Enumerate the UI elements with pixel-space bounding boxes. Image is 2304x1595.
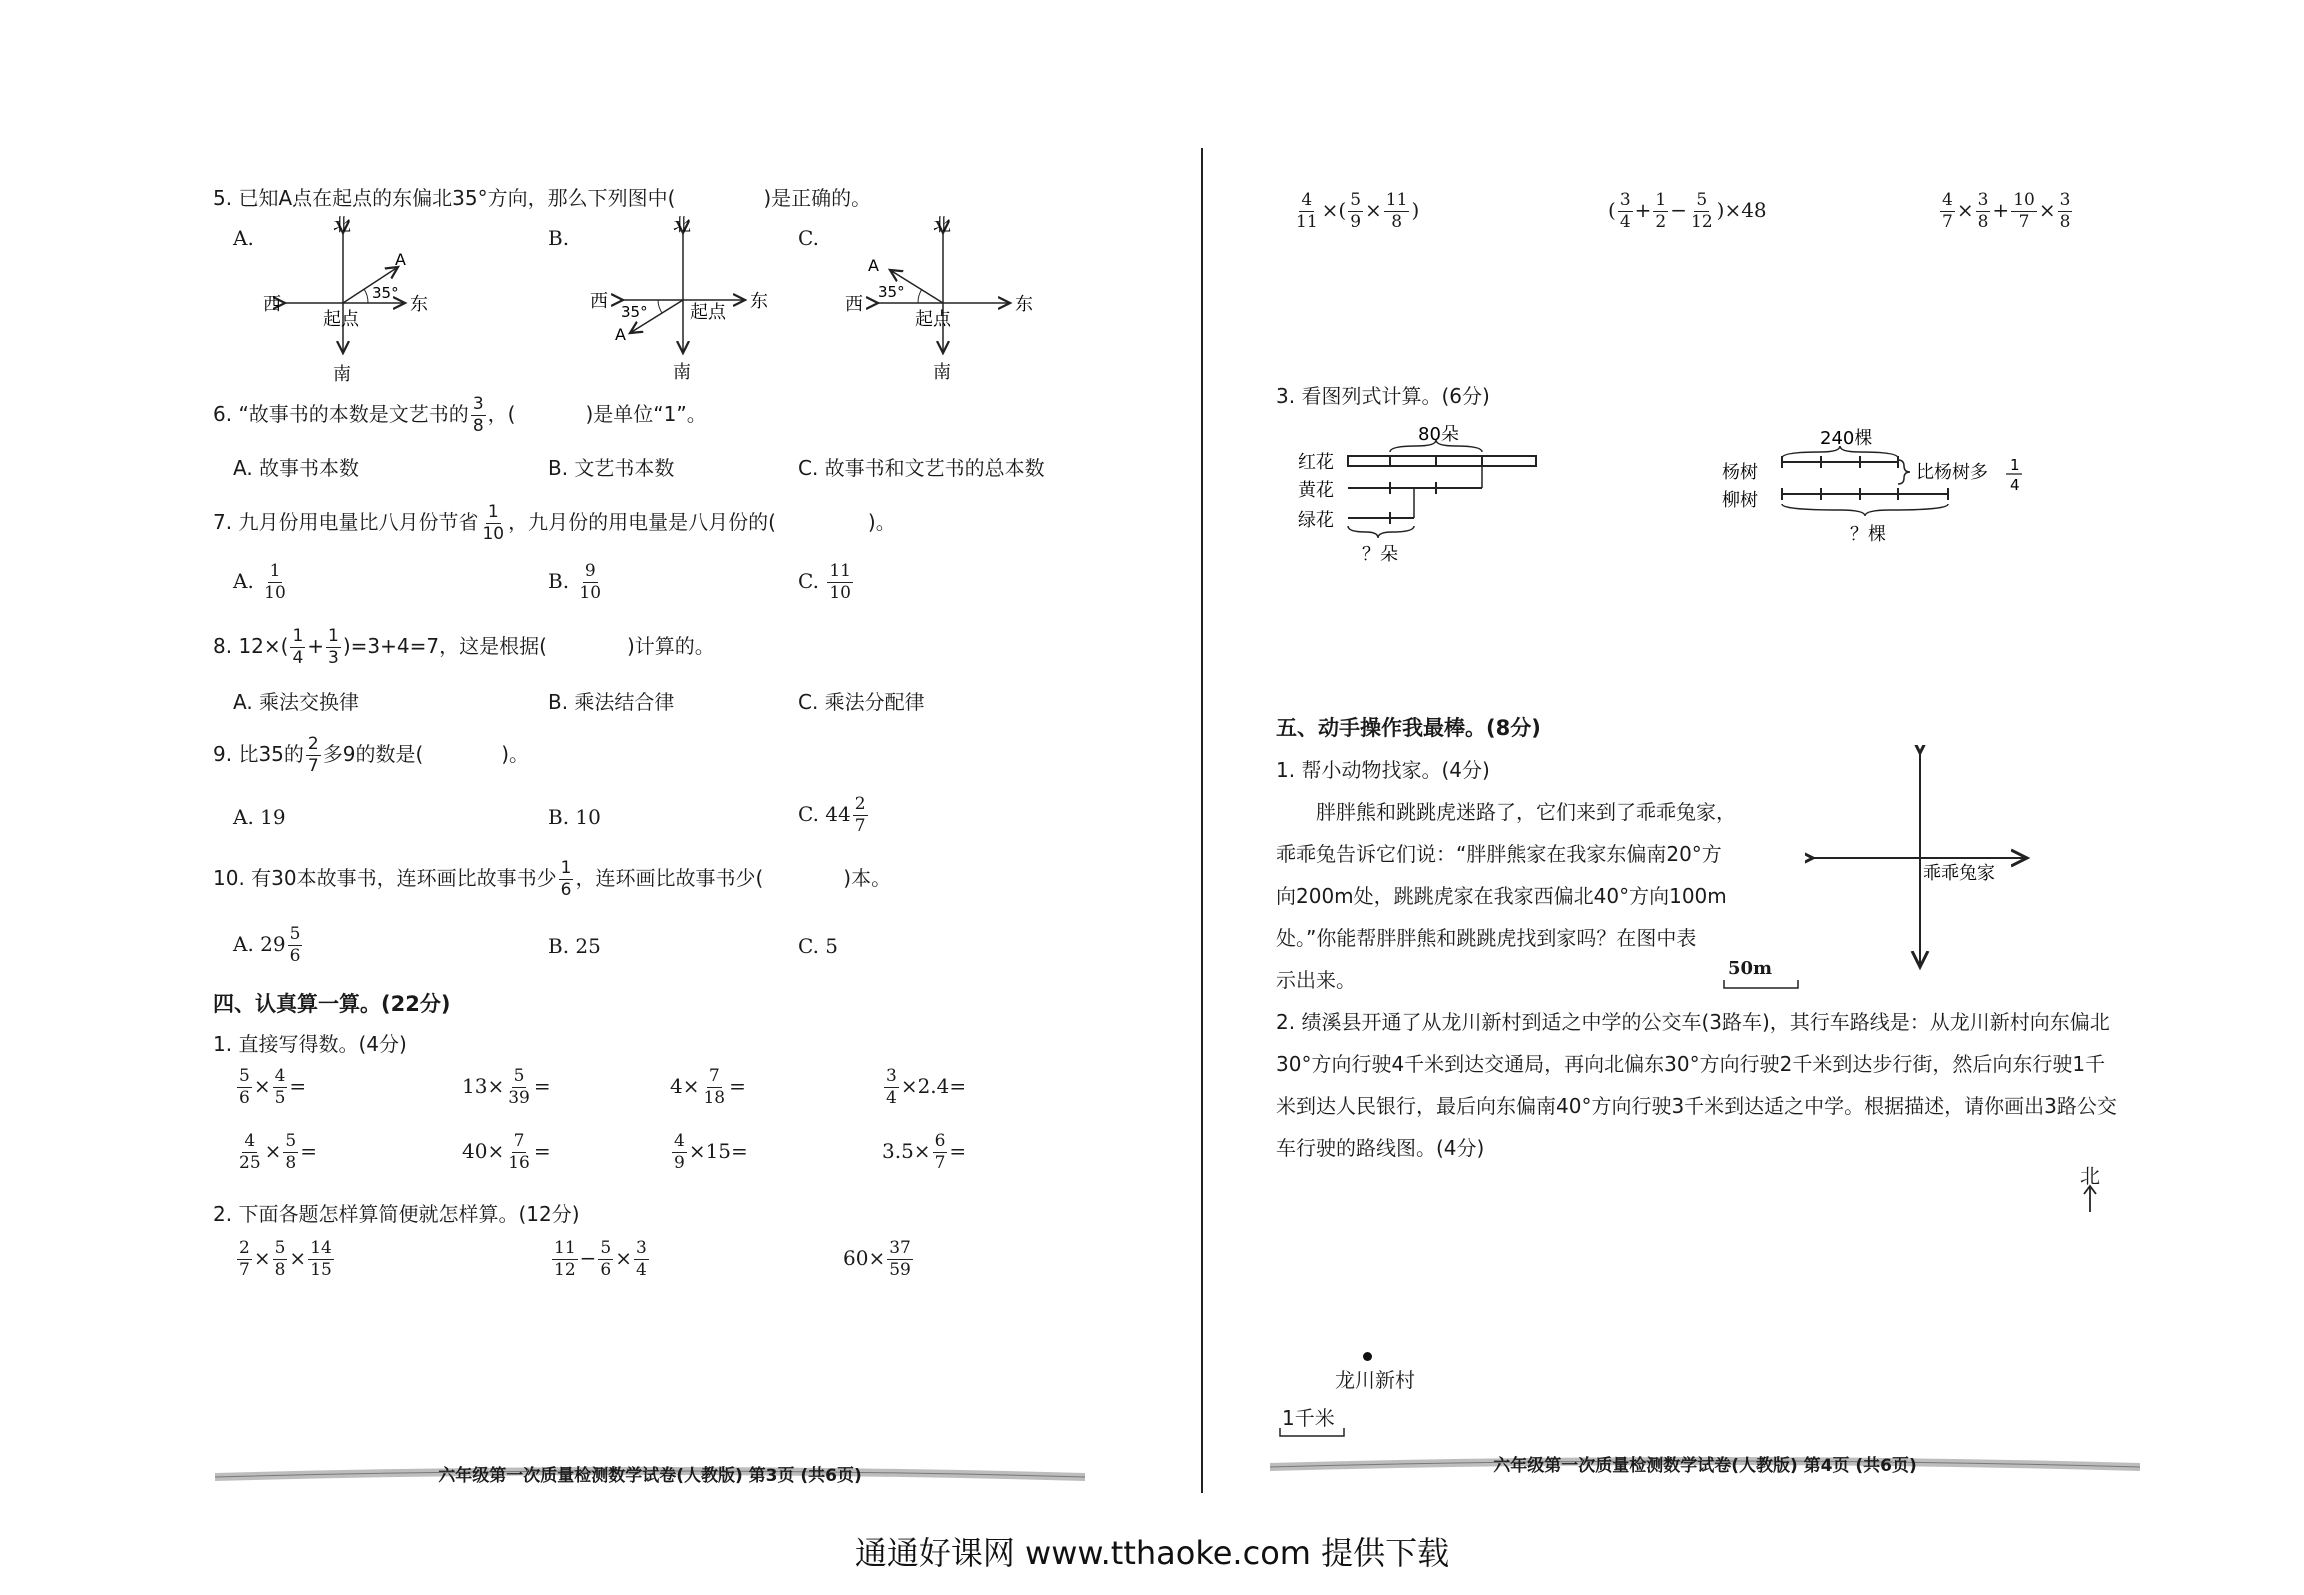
calc-2: 13× $\frac{5}{39}$ = xyxy=(462,1066,551,1108)
calc-6: 40× $\frac{7}{16}$ = xyxy=(462,1131,551,1173)
scale-1km-label: 1千米 xyxy=(1282,1406,1335,1430)
origin-label: 起点 xyxy=(323,309,359,330)
east-label: 东 xyxy=(410,294,428,315)
q5-compass-b xyxy=(585,215,785,390)
q5-option-c: C. xyxy=(798,226,819,250)
simplify-2: $\frac{11}{12}$ − $\frac{5}{6}$ × $\frac{3}{4}$ xyxy=(554,1238,647,1280)
angle-label: 35° xyxy=(878,283,905,301)
north-label: 北 xyxy=(933,215,951,236)
q9-option-a: A. 19 xyxy=(233,805,286,829)
simplify-3: 60× $\frac{37}{59}$ xyxy=(843,1238,911,1280)
s4-q2-title: 2. 下面各题怎样算简便就怎样算。(12分) xyxy=(213,1202,580,1226)
calc-7: $\frac{4}{9}$ ×15= xyxy=(674,1131,748,1173)
route-line-1: 2. 绩溪县开通了从龙川新村到适之中学的公交车(3路车)，其行车路线是：从龙川新村向东偏北 xyxy=(1276,1010,2110,1034)
village-label: 龙川新村 xyxy=(1335,1368,1415,1392)
point-label: A xyxy=(868,256,879,275)
footer-band-left xyxy=(215,1457,1085,1487)
d1-row-red: 红花 xyxy=(1298,452,1334,473)
d1-row-yellow: 黄花 xyxy=(1298,480,1334,501)
d2-bottom-label: ？棵 xyxy=(1850,524,1886,545)
north-arrow-icon xyxy=(2080,1184,2100,1214)
simplify-6: $\frac{4}{7}$ × $\frac{3}{8}$ + $\frac{10}{7}$ × $\frac{3}{8}$ xyxy=(1942,190,2071,232)
d2-row-poplar: 杨树 xyxy=(1722,462,1758,483)
d2-side-frac-den: 4 xyxy=(2010,476,2020,494)
point-label: A xyxy=(395,250,406,269)
page-divider xyxy=(1201,148,1203,1493)
origin-label: 起点 xyxy=(690,302,726,323)
calc-8: 3.5× $\frac{6}{7}$ = xyxy=(882,1131,967,1173)
section-5-title: 五、动手操作我最棒。(8分) xyxy=(1276,716,1541,740)
story-line-1: 胖胖熊和跳跳虎迷路了，它们来到了乖乖兔家， xyxy=(1316,800,1736,824)
q6-text: 6. “故事书的本数是文艺书的 $\frac{3}{8}$ ，( )是单位“1”。 xyxy=(213,394,707,436)
q9-option-b: B. 10 xyxy=(548,805,601,829)
q5-option-b: B. xyxy=(548,226,570,250)
north-label: 北 xyxy=(673,215,691,236)
tree-diagram xyxy=(1720,422,2040,552)
origin-label: 起点 xyxy=(915,309,951,330)
q7-option-b: B. $\frac{9}{10}$ xyxy=(548,561,602,603)
calc-5: $\frac{4}{25}$ × $\frac{5}{8}$ = xyxy=(239,1131,317,1173)
story-line-3: 向200m处，跳跳虎家在我家西偏北40°方向100m xyxy=(1276,884,1727,908)
story-line-5: 示出来。 xyxy=(1276,968,1356,992)
q7-option-c: C. $\frac{11}{10}$ xyxy=(798,561,851,603)
d2-top-label: 240棵 xyxy=(1820,428,1873,449)
route-line-3: 米到达人民银行，最后向东偏南40°方向行驶3千米到达适之中学。根据描述，请你画出3路公交 xyxy=(1276,1094,2117,1118)
d2-row-willow: 柳树 xyxy=(1722,490,1758,511)
q6-option-b: B. 文艺书本数 xyxy=(548,456,675,480)
simplify-1: $\frac{2}{7}$ × $\frac{5}{8}$ × $\frac{14}{15}$ xyxy=(239,1238,332,1280)
q10-text: 10. 有30本故事书，连环画比故事书少 $\frac{1}{6}$ ，连环画比故事书少( )本。 xyxy=(213,858,892,900)
r-q3-title: 3. 看图列式计算。(6分) xyxy=(1276,384,1490,408)
calc-3: 4× $\frac{7}{18}$ = xyxy=(670,1066,746,1108)
s4-q1-title: 1. 直接写得数。(4分) xyxy=(213,1032,407,1056)
q7-option-a: A. $\frac{1}{10}$ xyxy=(233,561,286,603)
watermark-text: 通通好课网 www.tthaoke.com 提供下载 xyxy=(854,1534,1450,1572)
d2-side-frac-num: 1 xyxy=(2010,456,2020,474)
s5-q1-title: 1. 帮小动物找家。(4分) xyxy=(1276,758,1490,782)
scale-50m-label: 50m xyxy=(1728,958,1773,979)
q5-text: 5. 已知A点在起点的东偏北35°方向，那么下列图中( )是正确的。 xyxy=(213,186,872,210)
footer-band-right xyxy=(1270,1447,2140,1477)
q5-compass-a xyxy=(255,215,445,390)
d1-row-green: 绿花 xyxy=(1298,510,1334,531)
section-4-title: 四、认真算一算。(22分) xyxy=(213,992,451,1016)
flower-diagram xyxy=(1296,418,1546,568)
west-label: 西 xyxy=(845,294,863,315)
q5-compass-c xyxy=(840,215,1040,390)
calc-1: $\frac{5}{6}$ × $\frac{4}{5}$ = xyxy=(239,1066,307,1108)
q8-option-b: B. 乘法结合律 xyxy=(548,690,675,714)
rabbit-compass xyxy=(1805,745,2035,975)
q10-option-a: A. 29 $\frac{5}{6}$ xyxy=(233,924,301,966)
q6-option-a: A. 故事书本数 xyxy=(233,456,360,480)
simplify-5: ( $\frac{3}{4}$ + $\frac{1}{2}$ − $\frac{5}{12}$ )×48 xyxy=(1608,190,1767,232)
north-arrow-label: 北 xyxy=(2080,1164,2100,1188)
q8-text: 8. 12×( $\frac{1}{4}$ + $\frac{1}{3}$ )=3+4=7，这是根据( )计算的。 xyxy=(213,626,715,668)
scale-50m-bar xyxy=(1722,978,1802,990)
angle-label: 35° xyxy=(621,303,648,321)
rabbit-home-label: 乖乖兔家 xyxy=(1923,863,1995,884)
west-label: 西 xyxy=(590,291,608,312)
q7-text: 7. 九月份用电量比八月份节省 $\frac{1}{10}$ ，九月份的用电量是八月份的( )。 xyxy=(213,502,896,544)
q8-option-a: A. 乘法交换律 xyxy=(233,690,360,714)
q9-option-c: C. 44 $\frac{2}{7}$ xyxy=(798,794,866,836)
q10-option-c: C. 5 xyxy=(798,934,839,958)
south-label: 南 xyxy=(333,364,351,385)
q9-text: 9. 比35的 $\frac{2}{7}$ 多9的数是( )。 xyxy=(213,734,530,776)
south-label: 南 xyxy=(673,362,691,383)
route-line-4: 车行驶的路线图。(4分) xyxy=(1276,1136,1485,1160)
scale-1km-bar xyxy=(1278,1426,1348,1438)
d1-top-label: 80朵 xyxy=(1418,424,1459,445)
village-dot xyxy=(1363,1352,1372,1361)
north-label: 北 xyxy=(333,215,351,236)
d2-side-label: 比杨树多 xyxy=(1916,462,1988,483)
route-line-2: 30°方向行驶4千米到达交通局，再向北偏东30°方向行驶2千米到达步行街，然后向东行驶1千 xyxy=(1276,1052,2106,1076)
q10-option-b: B. 25 xyxy=(548,934,601,958)
q6-option-c: C. 故事书和文艺书的总本数 xyxy=(798,456,1045,480)
simplify-4: $\frac{4}{11}$ ×( $\frac{5}{9}$ × $\frac{11}{8}$ ) xyxy=(1296,190,1420,232)
story-line-2: 乖乖兔告诉它们说：“胖胖熊家在我家东偏南20°方 xyxy=(1276,842,1722,866)
west-label: 西 xyxy=(263,294,281,315)
east-label: 东 xyxy=(1015,294,1033,315)
q8-option-c: C. 乘法分配律 xyxy=(798,690,925,714)
angle-label: 35° xyxy=(372,284,399,302)
calc-4: $\frac{3}{4}$ ×2.4= xyxy=(886,1066,967,1108)
q5-option-a: A. xyxy=(233,226,254,250)
d1-bottom-label: ？朵 xyxy=(1362,544,1398,565)
point-label: A xyxy=(615,325,626,344)
south-label: 南 xyxy=(933,362,951,383)
footer-right-text: 六年级第一次质量检测数学试卷(人教版) 第4页 (共6页) xyxy=(1493,1456,1917,1476)
story-line-4: 处。”你能帮胖胖熊和跳跳虎找到家吗？在图中表 xyxy=(1276,926,1697,950)
east-label: 东 xyxy=(750,291,768,312)
footer-left-text: 六年级第一次质量检测数学试卷(人教版) 第3页 (共6页) xyxy=(438,1466,862,1486)
